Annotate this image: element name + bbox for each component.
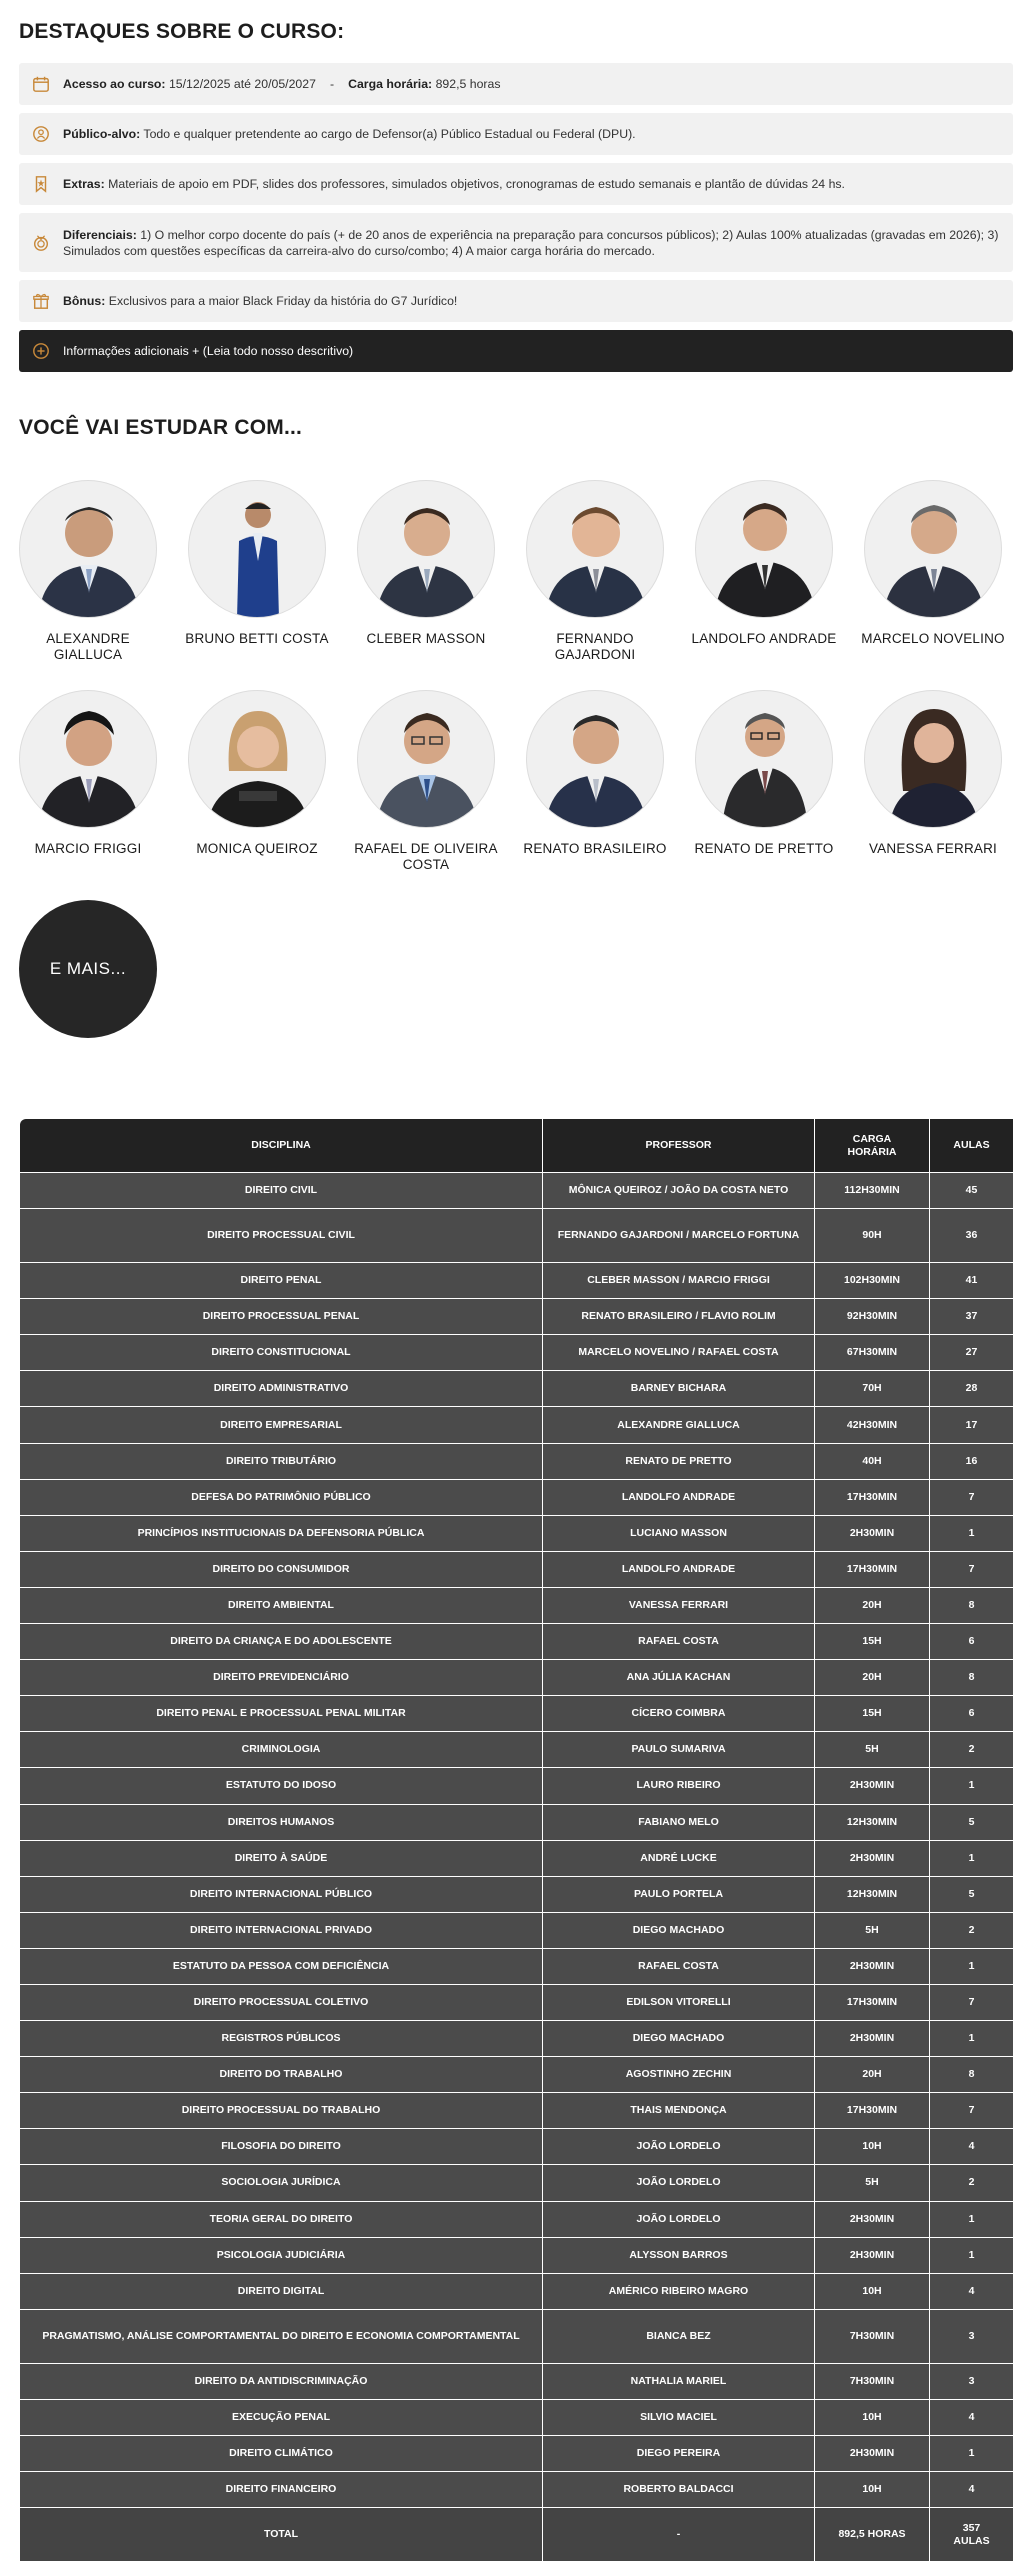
highlight-audience: [19, 113, 1013, 155]
professor-name: CLEBER MASSON: [366, 631, 486, 646]
cell-discipline: DIREITO PROCESSUAL CIVIL: [20, 1209, 543, 1263]
cell-discipline: DIREITO CIVIL: [20, 1173, 543, 1209]
cell-discipline: DIREITO PENAL: [20, 1263, 543, 1299]
cell-classes: 4: [930, 2472, 1014, 2508]
cell-workload: 7H30MIN: [815, 2309, 930, 2363]
section-title-highlights: DESTAQUES SOBRE O CURSO:: [19, 20, 345, 43]
cell-classes: 45: [930, 1173, 1014, 1209]
cell-professor: RAFAEL COSTA: [543, 1948, 815, 1984]
cell-workload: 5H: [815, 1912, 930, 1948]
cell-workload: 2H30MIN: [815, 1840, 930, 1876]
table-row: [20, 1768, 1014, 1804]
cell-workload: 7H30MIN: [815, 2363, 930, 2399]
cell-discipline: TEORIA GERAL DO DIREITO: [20, 2201, 543, 2237]
cell-classes: 4: [930, 2273, 1014, 2309]
total-cell: 892,5 HORAS: [815, 2508, 930, 2562]
professor-name: BRUNO BETTI COSTA: [185, 631, 329, 646]
cell-workload: 17H30MIN: [815, 1551, 930, 1587]
cell-classes: 3: [930, 2363, 1014, 2399]
cell-discipline: DIREITO DA CRIANÇA E DO ADOLESCENTE: [20, 1624, 543, 1660]
professor-name: VANESSA FERRARI: [868, 841, 998, 856]
cell-classes: 1: [930, 1768, 1014, 1804]
cell-professor: DIEGO MACHADO: [543, 2021, 815, 2057]
cell-discipline: DIREITO DIGITAL: [20, 2273, 543, 2309]
cell-workload: 17H30MIN: [815, 1984, 930, 2020]
header-workload: CARGA HORÁRIA: [815, 1119, 930, 1173]
cell-professor: SILVIO MACIEL: [543, 2399, 815, 2435]
cell-discipline: SOCIOLOGIA JURÍDICA: [20, 2165, 543, 2201]
highlight-differentials: [19, 213, 1013, 272]
cell-classes: 36: [930, 1209, 1014, 1263]
cell-workload: 2H30MIN: [815, 2021, 930, 2057]
cell-classes: 27: [930, 1335, 1014, 1371]
professor-card[interactable]: [858, 690, 1008, 857]
cell-workload: 112H30MIN: [815, 1173, 930, 1209]
cell-workload: 20H: [815, 1587, 930, 1623]
cell-professor: LAURO RIBEIRO: [543, 1768, 815, 1804]
cell-discipline: DIREITO PROCESSUAL COLETIVO: [20, 1984, 543, 2020]
cell-professor: VANESSA FERRARI: [543, 1587, 815, 1623]
cell-professor: MÔNICA QUEIROZ / JOÃO DA COSTA NETO: [543, 1173, 815, 1209]
cell-professor: DIEGO PEREIRA: [543, 2436, 815, 2472]
cell-workload: 2H30MIN: [815, 1948, 930, 1984]
cell-classes: 7: [930, 2093, 1014, 2129]
cell-discipline: DIREITO AMBIENTAL: [20, 1587, 543, 1623]
bookmark-star-icon: [31, 174, 51, 194]
cell-workload: 5H: [815, 2165, 930, 2201]
cell-classes: 1: [930, 1515, 1014, 1551]
total-cell: TOTAL: [20, 2508, 543, 2562]
cell-professor: RENATO BRASILEIRO / FLAVIO ROLIM: [543, 1299, 815, 1335]
cell-discipline: DIREITO DA ANTIDISCRIMINAÇÃO: [20, 2363, 543, 2399]
header-professor: PROFESSOR: [543, 1119, 815, 1173]
cell-classes: 2: [930, 2165, 1014, 2201]
cell-discipline: DIREITO PROCESSUAL PENAL: [20, 1299, 543, 1335]
table-row: [20, 2057, 1014, 2093]
table-row: [20, 1587, 1014, 1623]
professor-card[interactable]: [689, 690, 839, 857]
additional-info-label: Informações adicionais + (Leia todo nosso descritivo): [63, 344, 354, 358]
professor-card[interactable]: [351, 480, 501, 647]
table-row: [20, 2201, 1014, 2237]
cell-classes: 1: [930, 1840, 1014, 1876]
avatar: [864, 690, 1002, 828]
cell-professor: EDILSON VITORELLI: [543, 1984, 815, 2020]
cell-discipline: ESTATUTO DO IDOSO: [20, 1768, 543, 1804]
professor-card[interactable]: [858, 480, 1008, 647]
professor-card[interactable]: [182, 690, 332, 857]
table-row: [20, 1209, 1014, 1263]
table-row: [20, 1335, 1014, 1371]
cell-workload: 5H: [815, 1732, 930, 1768]
cell-classes: 2: [930, 1912, 1014, 1948]
cell-workload: 40H: [815, 1443, 930, 1479]
professor-name: ALEXANDRE GIALLUCA: [46, 631, 130, 662]
cell-discipline: DIREITO DO CONSUMIDOR: [20, 1551, 543, 1587]
cell-discipline: DIREITO FINANCEIRO: [20, 2472, 543, 2508]
cell-discipline: EXECUÇÃO PENAL: [20, 2399, 543, 2435]
cell-professor: ALEXANDRE GIALLUCA: [543, 1407, 815, 1443]
cell-classes: 4: [930, 2129, 1014, 2165]
cell-discipline: DIREITO TRIBUTÁRIO: [20, 1443, 543, 1479]
cell-workload: 15H: [815, 1624, 930, 1660]
highlight-bonus: [19, 280, 1013, 322]
cell-classes: 16: [930, 1443, 1014, 1479]
professor-name: MARCELO NOVELINO: [861, 631, 1005, 646]
cell-workload: 90H: [815, 1209, 930, 1263]
cell-professor: CÍCERO COIMBRA: [543, 1696, 815, 1732]
cell-classes: 4: [930, 2399, 1014, 2435]
table-row: [20, 2237, 1014, 2273]
cell-professor: AGOSTINHO ZECHIN: [543, 2057, 815, 2093]
professor-name: MONICA QUEIROZ: [196, 841, 318, 856]
cell-classes: 1: [930, 1948, 1014, 1984]
professor-card[interactable]: [13, 690, 163, 857]
professor-card[interactable]: [182, 480, 332, 647]
cell-workload: 10H: [815, 2399, 930, 2435]
highlight-extras-text: Extras: Materiais de apoio em PDF, slides dos professores, simulados objetivos, cronogramas de estudo semanais e plantão de dúvidas 24 hs.: [63, 177, 845, 191]
cell-classes: 5: [930, 1804, 1014, 1840]
table-row: [20, 1660, 1014, 1696]
cell-professor: LANDOLFO ANDRADE: [543, 1479, 815, 1515]
table-header-row: [20, 1119, 1014, 1173]
table-row: [20, 1948, 1014, 1984]
table-row: [20, 1299, 1014, 1335]
table-row: [20, 1804, 1014, 1840]
cell-discipline: PRINCÍPIOS INSTITUCIONAIS DA DEFENSORIA PÚBLICA: [20, 1515, 543, 1551]
avatar: [695, 690, 833, 828]
professor-name: LANDOLFO ANDRADE: [691, 631, 837, 646]
avatar: [864, 480, 1002, 618]
highlight-differentials-text: Diferenciais: 1) O melhor corpo docente do país (+ de 20 anos de experiência na preparação para concursos públicos); 2) Aulas 100% atualizadas (gravadas em 2026); 3) Simulados com questões específicas da carreira-alvo do curso/combo; 4) A maior carga horária do mercado.: [63, 227, 999, 258]
cell-workload: 17H30MIN: [815, 2093, 930, 2129]
cell-discipline: DIREITOS HUMANOS: [20, 1804, 543, 1840]
cell-classes: 17: [930, 1407, 1014, 1443]
table-row: [20, 1479, 1014, 1515]
professor-card[interactable]: [689, 480, 839, 647]
section-title-professors: VOCÊ VAI ESTUDAR COM...: [19, 416, 303, 439]
cell-classes: 1: [930, 2201, 1014, 2237]
cell-professor: BIANCA BEZ: [543, 2309, 815, 2363]
professor-card[interactable]: [351, 690, 501, 873]
cell-professor: PAULO SUMARIVA: [543, 1732, 815, 1768]
cell-professor: CLEBER MASSON / MARCIO FRIGGI: [543, 1263, 815, 1299]
cell-classes: 6: [930, 1624, 1014, 1660]
avatar: [526, 690, 664, 828]
cell-discipline: DIREITO PENAL E PROCESSUAL PENAL MILITAR: [20, 1696, 543, 1732]
table-row: [20, 2021, 1014, 2057]
professor-card[interactable]: [520, 690, 670, 857]
table-row: [20, 1732, 1014, 1768]
cell-discipline: ESTATUTO DA PESSOA COM DEFICIÊNCIA: [20, 1948, 543, 1984]
cell-workload: 2H30MIN: [815, 2436, 930, 2472]
table-row: [20, 1407, 1014, 1443]
cell-discipline: DIREITO EMPRESARIAL: [20, 1407, 543, 1443]
cell-classes: 8: [930, 1660, 1014, 1696]
cell-discipline: DIREITO À SAÚDE: [20, 1840, 543, 1876]
avatar: [357, 480, 495, 618]
total-cell: 357 AULAS: [930, 2508, 1014, 2562]
cell-professor: NATHALIA MARIEL: [543, 2363, 815, 2399]
gift-icon: [31, 291, 51, 311]
table-row: [20, 2165, 1014, 2201]
cell-classes: 7: [930, 1984, 1014, 2020]
table-row: [20, 2273, 1014, 2309]
cell-classes: 5: [930, 1876, 1014, 1912]
professor-name: MARCIO FRIGGI: [34, 841, 142, 856]
cell-discipline: DIREITO INTERNACIONAL PRIVADO: [20, 1912, 543, 1948]
cell-workload: 15H: [815, 1696, 930, 1732]
cell-professor: ANDRÉ LUCKE: [543, 1840, 815, 1876]
cell-classes: 41: [930, 1263, 1014, 1299]
cell-professor: RENATO DE PRETTO: [543, 1443, 815, 1479]
cell-workload: 102H30MIN: [815, 1263, 930, 1299]
avatar: [357, 690, 495, 828]
table-row: [20, 2309, 1014, 2363]
avatar: [526, 480, 664, 618]
medal-icon: [31, 233, 51, 253]
cell-classes: 7: [930, 1551, 1014, 1587]
avatar: [188, 480, 326, 618]
cell-discipline: DIREITO CONSTITUCIONAL: [20, 1335, 543, 1371]
table-row: [20, 1624, 1014, 1660]
cell-discipline: DEFESA DO PATRIMÔNIO PÚBLICO: [20, 1479, 543, 1515]
cell-workload: 12H30MIN: [815, 1876, 930, 1912]
cell-workload: 67H30MIN: [815, 1335, 930, 1371]
cell-workload: 10H: [815, 2273, 930, 2309]
cell-professor: DIEGO MACHADO: [543, 1912, 815, 1948]
professor-name: RENATO DE PRETTO: [694, 841, 834, 856]
calendar-icon: [31, 74, 51, 94]
cell-workload: 17H30MIN: [815, 1479, 930, 1515]
highlight-audience-text: Público-alvo: Todo e qualquer pretendente ao cargo de Defensor(a) Público Estadual ou Federal (DPU).: [63, 127, 636, 141]
cell-discipline: DIREITO PREVIDENCIÁRIO: [20, 1660, 543, 1696]
professor-card[interactable]: [13, 480, 163, 663]
cell-professor: ANA JÚLIA KACHAN: [543, 1660, 815, 1696]
table-row: [20, 1876, 1014, 1912]
table-row: [20, 1696, 1014, 1732]
cell-classes: 1: [930, 2436, 1014, 2472]
avatar: [695, 480, 833, 618]
cell-workload: 2H30MIN: [815, 1768, 930, 1804]
cell-workload: 20H: [815, 1660, 930, 1696]
cell-professor: PAULO PORTELA: [543, 1876, 815, 1912]
table-row: [20, 2363, 1014, 2399]
disciplines-table: [19, 1118, 1014, 2562]
highlight-access: [19, 63, 1013, 105]
table-row: [20, 1551, 1014, 1587]
cell-discipline: CRIMINOLOGIA: [20, 1732, 543, 1768]
cell-workload: 42H30MIN: [815, 1407, 930, 1443]
table-row: [20, 2129, 1014, 2165]
cell-workload: 20H: [815, 2057, 930, 2093]
table-row: [20, 1984, 1014, 2020]
header-classes: AULAS: [930, 1119, 1014, 1173]
professor-name: RENATO BRASILEIRO: [523, 841, 667, 856]
highlight-access-text: Acesso ao curso: 15/12/2025 até 20/05/2027 - Carga horária: 892,5 horas: [63, 77, 501, 91]
table-row: [20, 1173, 1014, 1209]
cell-classes: 1: [930, 2237, 1014, 2273]
avatar: [188, 690, 326, 828]
cell-classes: 37: [930, 1299, 1014, 1335]
cell-discipline: PSICOLOGIA JUDICIÁRIA: [20, 2237, 543, 2273]
cell-professor: JOÃO LORDELO: [543, 2129, 815, 2165]
cell-classes: 6: [930, 1696, 1014, 1732]
professor-name: FERNANDO GAJARDONI: [554, 631, 636, 662]
cell-workload: 12H30MIN: [815, 1804, 930, 1840]
cell-discipline: DIREITO ADMINISTRATIVO: [20, 1371, 543, 1407]
table-row: [20, 1371, 1014, 1407]
cell-classes: 8: [930, 1587, 1014, 1623]
cell-professor: FABIANO MELO: [543, 1804, 815, 1840]
cell-discipline: DIREITO PROCESSUAL DO TRABALHO: [20, 2093, 543, 2129]
cell-classes: 1: [930, 2021, 1014, 2057]
total-cell: -: [543, 2508, 815, 2562]
cell-classes: 2: [930, 1732, 1014, 1768]
table-total-row: [20, 2508, 1014, 2562]
cell-classes: 28: [930, 1371, 1014, 1407]
highlights-list: [19, 63, 1013, 372]
professor-card[interactable]: [520, 480, 670, 663]
table-row: [20, 2399, 1014, 2435]
professor-name: RAFAEL DE OLIVEIRA COSTA: [354, 841, 498, 872]
cell-discipline: DIREITO INTERNACIONAL PÚBLICO: [20, 1876, 543, 1912]
cell-discipline: DIREITO CLIMÁTICO: [20, 2436, 543, 2472]
plus-circle-icon: [31, 341, 51, 361]
cell-workload: 92H30MIN: [815, 1299, 930, 1335]
cell-professor: ALYSSON BARROS: [543, 2237, 815, 2273]
avatar: [19, 480, 157, 618]
cell-professor: LUCIANO MASSON: [543, 1515, 815, 1551]
cell-workload: 10H: [815, 2472, 930, 2508]
cell-professor: ROBERTO BALDACCI: [543, 2472, 815, 2508]
cell-discipline: PRAGMATISMO, ANÁLISE COMPORTAMENTAL DO DIREITO E ECONOMIA COMPORTAMENTAL: [20, 2309, 543, 2363]
target-person-icon: [31, 124, 51, 144]
avatar: [19, 690, 157, 828]
cell-professor: MARCELO NOVELINO / RAFAEL COSTA: [543, 1335, 815, 1371]
table-row: [20, 1443, 1014, 1479]
additional-info-button[interactable]: [19, 330, 1013, 372]
cell-classes: 3: [930, 2309, 1014, 2363]
highlight-bonus-text: Bônus: Exclusivos para a maior Black Friday da história do G7 Jurídico!: [63, 294, 458, 308]
cell-workload: 10H: [815, 2129, 930, 2165]
cell-professor: FERNANDO GAJARDONI / MARCELO FORTUNA: [543, 1209, 815, 1263]
cell-workload: 70H: [815, 1371, 930, 1407]
table-row: [20, 2093, 1014, 2129]
cell-workload: 2H30MIN: [815, 1515, 930, 1551]
cell-classes: 7: [930, 1479, 1014, 1515]
table-row: [20, 1263, 1014, 1299]
cell-discipline: FILOSOFIA DO DIREITO: [20, 2129, 543, 2165]
cell-workload: 2H30MIN: [815, 2201, 930, 2237]
cell-professor: JOÃO LORDELO: [543, 2165, 815, 2201]
table-row: [20, 1912, 1014, 1948]
cell-discipline: REGISTROS PÚBLICOS: [20, 2021, 543, 2057]
cell-professor: LANDOLFO ANDRADE: [543, 1551, 815, 1587]
cell-professor: THAIS MENDONÇA: [543, 2093, 815, 2129]
header-discipline: DISCIPLINA: [20, 1119, 543, 1173]
table-row: [20, 1515, 1014, 1551]
cell-professor: BARNEY BICHARA: [543, 1371, 815, 1407]
cell-discipline: DIREITO DO TRABALHO: [20, 2057, 543, 2093]
cell-classes: 8: [930, 2057, 1014, 2093]
cell-professor: AMÉRICO RIBEIRO MAGRO: [543, 2273, 815, 2309]
highlight-extras: [19, 163, 1013, 205]
more-professors-button[interactable]: E MAIS...: [19, 900, 157, 1038]
cell-professor: JOÃO LORDELO: [543, 2201, 815, 2237]
table-row: [20, 2436, 1014, 2472]
table-row: [20, 2472, 1014, 2508]
cell-professor: RAFAEL COSTA: [543, 1624, 815, 1660]
table-row: [20, 1840, 1014, 1876]
cell-workload: 2H30MIN: [815, 2237, 930, 2273]
